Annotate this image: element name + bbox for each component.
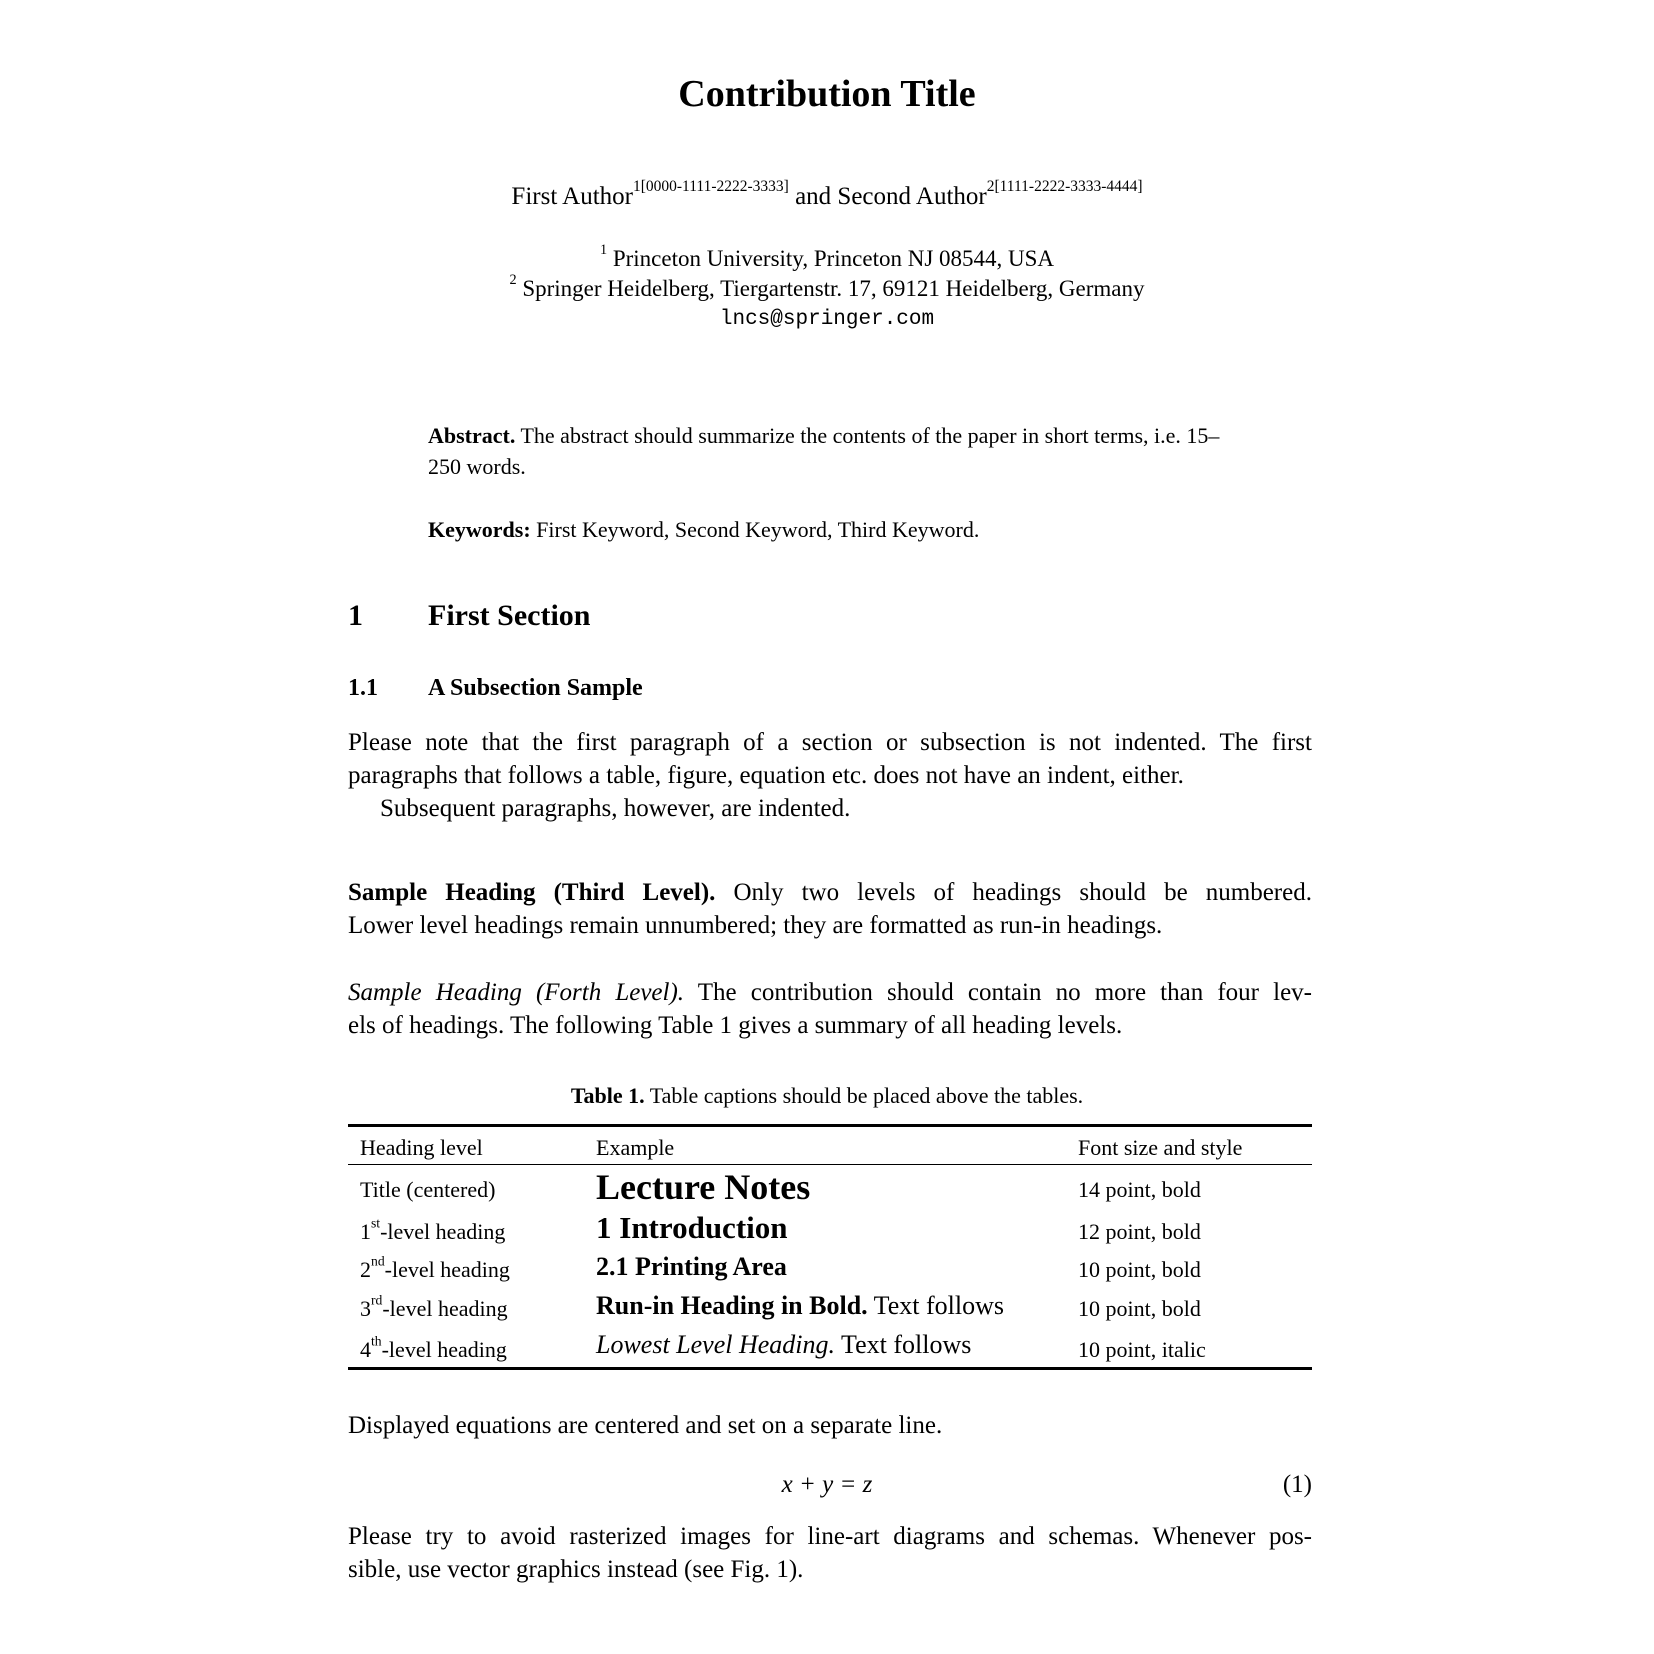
paragraph-line: els of headings. The following Table 1 gives a summary of all heading levels. <box>348 1012 1123 1039</box>
level-text: 2 <box>360 1257 371 1282</box>
keywords <box>428 514 1248 545</box>
level-text: -level heading <box>380 1219 506 1244</box>
example-italic: Lowest Level Heading. <box>596 1330 836 1359</box>
table-header-cell: Heading level <box>360 1135 483 1160</box>
table-header-cell: Example <box>596 1135 675 1160</box>
affiliation-2 <box>0 271 1654 304</box>
table-caption <box>0 1081 1654 1111</box>
abstract-text: The abstract should summarize the contents of the paper in short terms, i.e. 15–250 words. <box>428 423 1220 479</box>
equation: x + y = z <box>781 1471 873 1498</box>
author-first: First Author <box>511 183 633 210</box>
paper-title: Contribution Title <box>678 73 976 115</box>
level-ordinal: nd <box>371 1253 385 1269</box>
author-second: Second Author <box>837 183 987 210</box>
author-first-orcid: 1[0000-1111-2222-3333] <box>632 177 789 195</box>
example-bold: Run-in Heading in Bold. <box>596 1291 868 1320</box>
table-header-row <box>348 1127 1312 1164</box>
paragraph-line: Displayed equations are centered and set on a separate line. <box>348 1412 943 1439</box>
table-row <box>348 1165 1312 1209</box>
author-and: and <box>788 183 838 210</box>
table-cell-example <box>596 1327 971 1363</box>
table-cell-example: 2.1 Printing Area <box>596 1252 787 1281</box>
table-caption-label: Table 1. <box>570 1083 645 1108</box>
table-cell-level <box>360 1294 508 1324</box>
table-cell-style: 10 point, bold <box>1078 1296 1201 1321</box>
run-in-heading-bold: Sample Heading (Third Level). <box>348 879 716 906</box>
paragraph-line: sible, use vector graphics instead (see Fig. 1). <box>348 1556 804 1583</box>
table-cell-example: Lecture Notes <box>596 1167 811 1207</box>
level-text: Title (centered) <box>360 1177 496 1202</box>
table-cell-style: 12 point, bold <box>1078 1219 1201 1244</box>
table-row <box>348 1249 1312 1288</box>
run-in-heading-italic: Sample Heading (Forth Level). <box>348 979 685 1006</box>
table-cell-example: 1 Introduction <box>596 1210 788 1245</box>
affiliation-mark: 1 <box>599 241 608 258</box>
subsection-title: A Subsection Sample <box>428 675 643 701</box>
keywords-label: Keywords: <box>428 517 531 542</box>
level-text: 3 <box>360 1296 371 1321</box>
level-text: 4 <box>360 1337 371 1362</box>
table-bottom-rule <box>348 1367 1312 1370</box>
paragraph-line <box>348 876 1312 910</box>
abstract <box>428 420 1248 482</box>
table-caption-text: Table captions should be placed above the tables. <box>644 1083 1084 1108</box>
table-cell-style: 14 point, bold <box>1078 1177 1201 1202</box>
paragraph-line: Please try to avoid rasterized images for line-art diagrams and schemas. Whenever pos- <box>348 1523 1312 1550</box>
table-cell-style: 10 point, italic <box>1078 1337 1206 1362</box>
table-row <box>348 1327 1312 1367</box>
affiliation-text: Springer Heidelberg, Tiergartenstr. 17, 69121 Heidelberg, Germany <box>516 276 1145 301</box>
level-ordinal: st <box>371 1215 381 1231</box>
section-number: 1 <box>348 599 363 632</box>
table-row <box>348 1209 1312 1249</box>
paragraph-line: Subsequent paragraphs, however, are indented. <box>380 795 851 822</box>
table-cell-level <box>360 1217 505 1247</box>
paragraph-line: Please note that the first paragraph of a section or subsection is not indented. The first <box>348 729 1312 756</box>
table-cell-level <box>360 1255 510 1285</box>
contact-email: lncs@springer.com <box>719 308 935 331</box>
author-line <box>0 177 1654 214</box>
table-cell-example <box>596 1288 1004 1324</box>
level-text: -level heading <box>384 1257 510 1282</box>
paragraph-line: Lower level headings remain unnumbered; they are formatted as run-in headings. <box>348 912 1163 939</box>
level-text: -level heading <box>381 1337 507 1362</box>
level-ordinal: rd <box>371 1292 383 1308</box>
paragraph-line <box>348 976 1312 1010</box>
subsection-number: 1.1 <box>348 675 378 701</box>
keywords-text: First Keyword, Second Keyword, Third Keyword. <box>530 517 980 542</box>
example-text: Text follows <box>867 1291 1005 1320</box>
affiliation-mark: 2 <box>509 271 517 288</box>
table-row <box>348 1288 1312 1327</box>
section-title: First Section <box>428 599 591 632</box>
paragraph-text: Only two levels of headings should be numbered. <box>715 879 1312 906</box>
table-header-cell: Font size and style <box>1078 1135 1243 1160</box>
table-cell-style: 10 point, bold <box>1078 1257 1201 1282</box>
level-ordinal: th <box>371 1333 382 1349</box>
affiliation-1 <box>0 241 1654 274</box>
table-cell-level <box>360 1335 507 1365</box>
abstract-label: Abstract. <box>428 423 516 448</box>
equation-number: (1) <box>1282 1471 1312 1498</box>
paragraph-line: paragraphs that follows a table, figure, equation etc. does not have an indent, either. <box>348 762 1184 789</box>
level-text: 1 <box>360 1219 371 1244</box>
example-text: Text follows <box>835 1330 972 1359</box>
paragraph-text: The contribution should contain no more than four lev- <box>684 979 1312 1006</box>
heading-levels-table <box>348 1124 1312 1370</box>
level-text: -level heading <box>382 1296 508 1321</box>
author-second-orcid: 2[1111-2222-3333-4444] <box>986 177 1143 195</box>
affiliation-text: Princeton University, Princeton NJ 08544, USA <box>607 246 1055 271</box>
table-cell-level <box>360 1175 495 1205</box>
